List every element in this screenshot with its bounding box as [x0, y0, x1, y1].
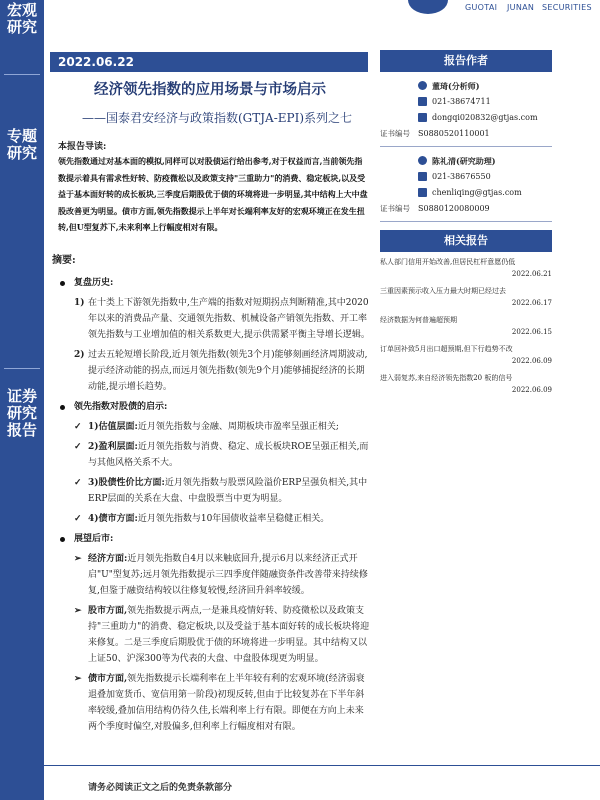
- item-text: 近月领先指数与股票风险溢价ERP呈强负相关,其中ERP层面的关系在大盘、中盘股票当中更为明显。: [88, 478, 368, 504]
- guide-text: 领先指数通过对基本面的模拟,同样可以对股债运行给出参考,对于权益而言,当前领先指数提示着具有需求性好转、防疫微松以及政策支持"三重助力"的消费、稳定板块,以及受益于基本面好转的成长板块,三季度后期股优于债的环境将进一步明显,其中结构上大中盘股改善更为明显。债市方面,领先指数提示上半年对长端利率友好的宏观环境正在发生扭转,但U型复苏下,未来利率上行幅度相对有限。: [58, 156, 368, 232]
- author-phone: 021-38676550: [432, 172, 491, 181]
- author-email[interactable]: chenliqing@gtjas.com: [432, 188, 522, 197]
- summary-sections: [52, 275, 370, 735]
- related-report-title[interactable]: 私人部门信用开始改善,但居民杠杆意愿仍低: [380, 258, 516, 266]
- item-text: 过去五轮短增长阶段,近月领先指数(领先3个月)能够刻画经济周期波动,提示经济动能的拐点,而远月领先指数(领先9个月)能够捕捉经济的长期动能,提示增长趋势。: [88, 350, 368, 392]
- report-date: 2022.06.22: [50, 52, 368, 72]
- person-icon: [418, 156, 427, 165]
- item-marker: ✓: [74, 442, 82, 452]
- summary-section: [52, 253, 370, 735]
- item-marker: ✓: [74, 422, 82, 432]
- item-marker: ✓: [74, 478, 82, 488]
- cert-number: S0880520110001: [418, 129, 490, 138]
- item-marker: ➢: [74, 606, 82, 616]
- author-name: 董琦(分析师): [432, 81, 480, 91]
- item-text: 领先指数提示两点,一是兼具疫情好转、防疫微松以及政策支持"三重助力"的消费、稳定板块,以及受益于基本面好转的成长板块将迎来修复。二是三季度后期股优于债的环境将进一步明显。其中结构又以上证50、沪深300等为代表的大盘、中盘股体现更为明显。: [88, 606, 370, 664]
- related-report-item[interactable]: [380, 285, 552, 309]
- summary-item: [52, 439, 370, 471]
- item-bold-lead: 1)估值层面:: [88, 422, 138, 432]
- item-text: 近月领先指数与10年国债收益率呈稳健正相关。: [137, 514, 330, 524]
- related-report-date: 2022.06.09: [511, 357, 552, 365]
- right-column: [380, 50, 552, 401]
- author-name-row: [380, 153, 552, 169]
- logo-mark: [408, 0, 448, 14]
- related-report-title[interactable]: 进入弱复苏,来自经济领先指数20 板的信号: [380, 374, 513, 382]
- related-report-item[interactable]: [380, 314, 552, 338]
- related-report-item[interactable]: [380, 343, 552, 367]
- author-card: [380, 153, 552, 222]
- sidebar-label-topic: 专题研究: [6, 127, 37, 162]
- author-list: [380, 78, 552, 222]
- cert-number: S0880120080009: [418, 204, 490, 213]
- item-text: 近月领先指数自4月以来触底回升,提示6月以来经济正式开启"U"型复苏;远月领先指数提示三四季度伴随融资条件改善带来持续修复,但鉴于融资结构较以往修复较慢,经济回升斜率较缓。: [88, 554, 368, 596]
- related-report-item[interactable]: [380, 256, 552, 280]
- author-phone-row: [380, 169, 552, 185]
- author-cert-row: [380, 201, 552, 217]
- section-heading: 展望后市:: [52, 531, 370, 547]
- section-heading: 领先指数对股债的启示:: [52, 399, 370, 415]
- authors-header: 报告作者: [380, 50, 552, 72]
- cert-label: 证书编号: [380, 129, 410, 138]
- related-report-date: 2022.06.21: [511, 270, 552, 278]
- item-text: 近月领先指数与消费、稳定、成长板块ROE呈强正相关,而与其他风格关系不大。: [88, 442, 369, 468]
- logo-word: JUNAN: [507, 3, 535, 12]
- related-report-title[interactable]: 三重因素预示收入压力最大时期已经过去: [380, 287, 506, 295]
- item-bold-lead: 3)股债性价比方面:: [88, 478, 165, 488]
- item-marker: 1): [74, 298, 85, 308]
- summary-item: [52, 511, 370, 527]
- author-email-row: [380, 185, 552, 201]
- section-heading: 复盘历史:: [52, 275, 370, 291]
- report-title: 经济领先指数的应用场景与市场启示: [94, 81, 326, 98]
- item-marker: ➢: [74, 554, 82, 564]
- related-report-date: 2022.06.17: [511, 299, 552, 307]
- item-marker: ➢: [74, 674, 82, 684]
- abstract-label: 摘要:: [52, 255, 76, 266]
- item-text: 近月领先指数与金融、周期板块市盈率呈强正相关;: [137, 422, 339, 432]
- email-icon: [418, 113, 427, 122]
- guide-label: 本报告导读:: [58, 142, 107, 152]
- related-header: 相关报告: [380, 230, 552, 252]
- author-name: 陈礼清(研究助理): [432, 156, 496, 166]
- summary-item: [52, 603, 370, 667]
- sidebar-divider: [4, 368, 40, 369]
- item-bold-lead: 债市方面,: [88, 674, 128, 684]
- summary-item: [52, 347, 370, 395]
- report-subtitle: ——国泰君安经济与政策指数(GTJA-EPI)系列之七: [81, 111, 353, 125]
- item-marker: ✓: [74, 514, 82, 524]
- item-bold-lead: 2)盈利层面:: [88, 442, 138, 452]
- item-text: 在十类上下游领先指数中,生产端的指数对短期拐点判断精准,其中2020年以来的消费品产量、交通领先指数、机械设备产销领先指数、开工率领先指数与工业增加值的相关系数更大,提示供需紧平衡主导增长逻辑。: [88, 298, 370, 340]
- related-list: [380, 256, 552, 396]
- summary-item: [52, 475, 370, 507]
- author-cert-row: [380, 126, 552, 142]
- email-icon: [418, 188, 427, 197]
- phone-icon: [418, 172, 427, 181]
- related-report-title[interactable]: 经济数据为何普遍超预期: [380, 316, 457, 324]
- author-card: [380, 78, 552, 147]
- sidebar-label-macro: 宏观研究: [6, 1, 37, 36]
- cert-label: 证书编号: [380, 204, 410, 213]
- author-phone-row: [380, 94, 552, 110]
- author-email-row: [380, 110, 552, 126]
- author-divider: [380, 146, 552, 147]
- author-divider: [380, 221, 552, 222]
- left-sidebar: [0, 0, 44, 800]
- footer-line: [0, 765, 600, 766]
- disclaimer-note: 请务必阅读正文之后的免责条款部分: [88, 783, 233, 793]
- item-text: 领先指数提示长端利率在上半年较有利的宏观环境(经济弱衰退叠加宽货币、宽信用第一阶段)初现反转,但由于比较复苏在下半年斜率较缓,叠加信用结构仍待久佳,长端利率上行有限。即便在方向上未来两个季度时偏空,对股偏多,但利率上行幅度相对有限。: [88, 674, 365, 732]
- summary-item: [52, 671, 370, 735]
- author-name-row: [380, 78, 552, 94]
- related-report-date: 2022.06.09: [511, 386, 552, 394]
- summary-item: [52, 295, 370, 343]
- summary-item: [52, 551, 370, 599]
- company-logo: [400, 0, 600, 22]
- item-bold-lead: 经济方面:: [88, 554, 128, 564]
- sidebar-label-report: 证券研究报告: [6, 387, 37, 439]
- sidebar-divider: [4, 74, 40, 75]
- author-email[interactable]: dongqi020832@gtjas.com: [432, 113, 538, 122]
- summary-item: [52, 419, 370, 435]
- related-report-title[interactable]: 订单回补致5月出口超预期,但下行趋势不改: [380, 345, 513, 353]
- item-bold-lead: 4)债市方面:: [88, 514, 138, 524]
- related-report-item[interactable]: [380, 372, 552, 396]
- logo-word: GUOTAI: [465, 3, 498, 12]
- logo-word: SECURITIES: [542, 3, 592, 12]
- phone-icon: [418, 97, 427, 106]
- person-icon: [418, 81, 427, 90]
- item-marker: 2): [74, 350, 85, 360]
- item-bold-lead: 股市方面,: [88, 606, 128, 616]
- related-report-date: 2022.06.15: [511, 328, 552, 336]
- author-phone: 021-38674711: [432, 97, 491, 106]
